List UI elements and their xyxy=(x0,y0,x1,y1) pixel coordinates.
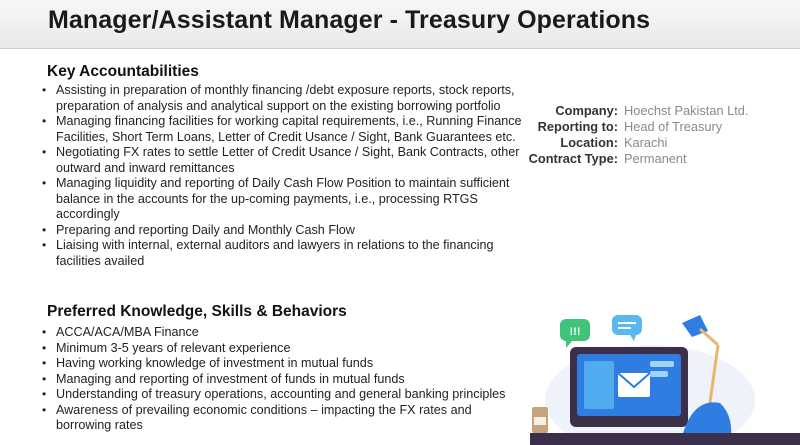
company-row xyxy=(520,102,748,118)
key-accountability-item: • Managing liquidity and reporting of Daily Cash Flow Position to maintain sufficient balance in the accounts for the up-coming payments, i.e., processing RTGS accordingly xyxy=(40,176,530,223)
company-label: Company: xyxy=(555,102,618,118)
reporting-value: Head of Treasury xyxy=(624,118,723,134)
preferred-skill-item: • Managing and reporting of investment of funds in mutual funds xyxy=(40,372,530,388)
key-accountability-item: • Preparing and reporting Daily and Monthly Cash Flow xyxy=(40,223,530,239)
contract-row xyxy=(520,150,748,166)
company-value: Hoechst Pakistan Ltd. xyxy=(624,102,749,118)
preferred-skills-list xyxy=(40,325,530,434)
location-row xyxy=(520,134,748,150)
preferred-skill-item: • Understanding of treasury operations, accounting and general banking principles xyxy=(40,387,530,403)
envelope-icon xyxy=(618,373,650,397)
key-accountability-item: • Managing financing facilities for working capital requirements, i.e., Running Finance Facilities, Short Term Loans, Letter of Credit Usance / Sight, Bank Guarantees etc. xyxy=(40,114,530,145)
title-banner xyxy=(0,0,800,49)
key-accountability-item: • Liaising with internal, external auditors and lawyers in relations to the financing facilities availed xyxy=(40,238,530,269)
page-title: Manager/Assistant Manager - Treasury Operations xyxy=(48,6,651,34)
chat-bubble-icon xyxy=(560,319,590,348)
reporting-row xyxy=(520,118,748,134)
preferred-skill-item: • Awareness of prevailing economic conditions – impacting the FX rates and borrowing rates xyxy=(40,403,530,434)
message-bubble-icon xyxy=(612,315,642,341)
coffee-cup-icon xyxy=(532,407,548,433)
key-accountabilities-heading: Key Accountabilities xyxy=(47,63,199,80)
contract-label: Contract Type: xyxy=(528,150,618,166)
job-info-panel xyxy=(520,102,748,166)
location-label: Location: xyxy=(560,134,618,150)
key-accountability-item: • Assisting in preparation of monthly financing /debt exposure reports, stock reports, preparation of analysis and analytical support on the existing borrowing portfolio xyxy=(40,83,530,114)
contract-value: Permanent xyxy=(624,150,687,166)
desk xyxy=(530,433,800,445)
workspace-illustration xyxy=(530,305,800,445)
preferred-skill-item: • ACCA/ACA/MBA Finance xyxy=(40,325,530,341)
key-accountabilities-list xyxy=(40,83,530,269)
key-accountability-item: • Negotiating FX rates to settle Letter of Credit Usance / Sight, Bank Contracts, other outward and inward remittances xyxy=(40,145,530,176)
preferred-skill-item: • Having working knowledge of investment in mutual funds xyxy=(40,356,530,372)
reporting-label: Reporting to: xyxy=(537,118,618,134)
preferred-skill-item: • Minimum 3-5 years of relevant experience xyxy=(40,341,530,357)
location-value: Karachi xyxy=(624,134,668,150)
preferred-skills-heading: Preferred Knowledge, Skills & Behaviors xyxy=(47,303,347,320)
bubble-text: !!! xyxy=(569,326,581,338)
